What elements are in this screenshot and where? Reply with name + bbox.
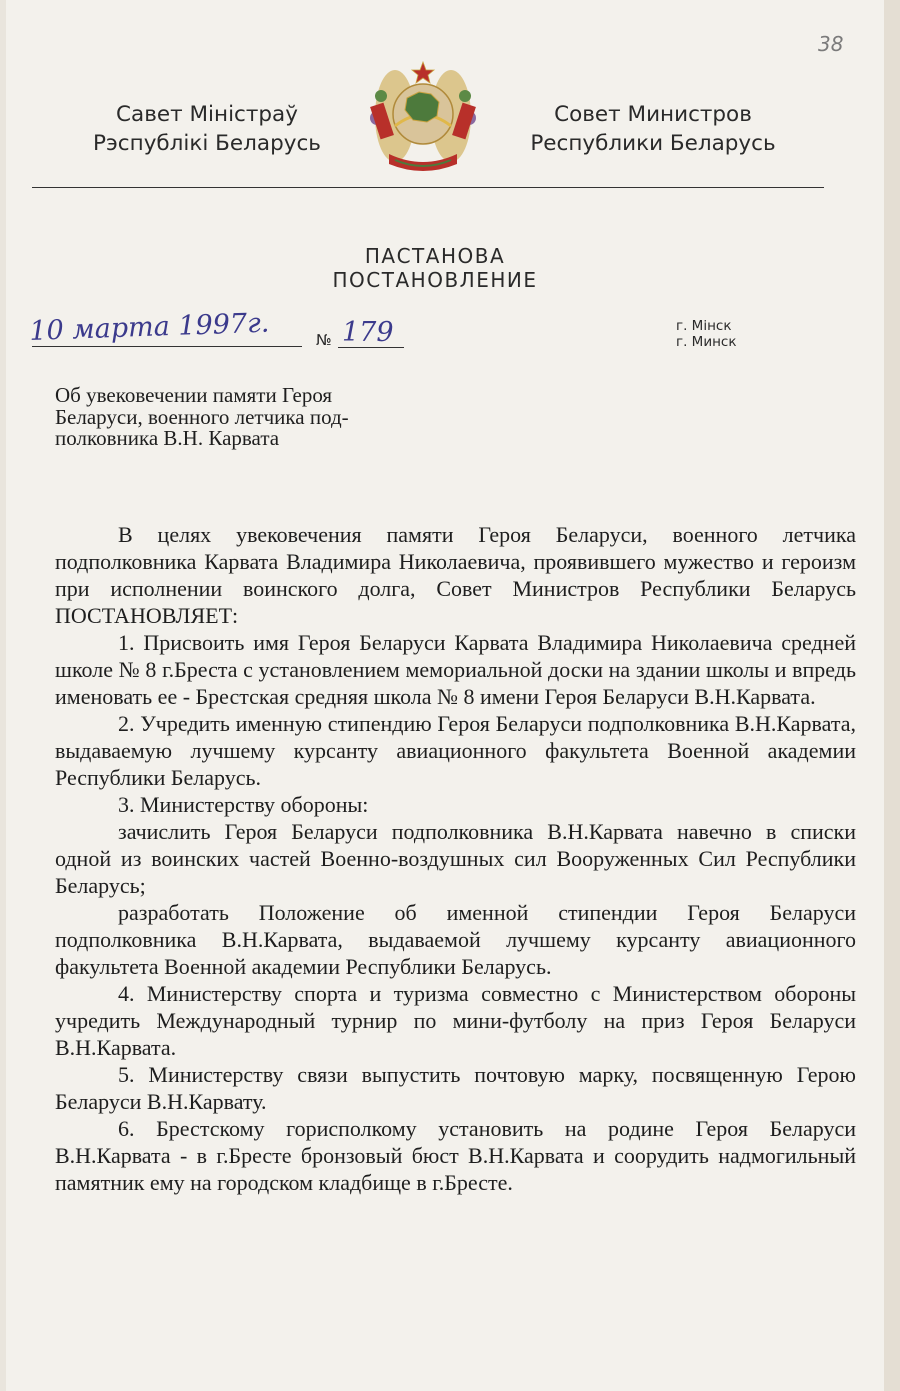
number-underline <box>338 347 404 348</box>
header-right-line2: Республики Беларусь <box>530 131 776 156</box>
subject-line2: Беларуси, военного летчика под- <box>55 404 349 429</box>
doc-type-belarusian: ПАСТАНОВА <box>364 244 506 268</box>
body-item-6: 6. Брестскому горисполкому установить на родине Героя Беларуси В.Н.Карвата - в г.Бресте бронзовый бюст В.Н.Карвата и соорудить надмогильный памятник ему на городском кладбище в г.Бресте. <box>55 1116 856 1195</box>
city-belarusian: г. Мінск <box>676 318 732 334</box>
archive-page-number: 38 <box>818 32 844 56</box>
page-right-edge <box>884 0 900 1391</box>
body-item-4: 4. Министерству спорта и туризма совместно с Министерством обороны учредить Международный турнир по мини-футболу на приз Героя Беларуси В.Н.Карвата. <box>55 981 856 1060</box>
document-body <box>55 521 856 1196</box>
body-item-1: 1. Присвоить имя Героя Беларуси Карвата Владимира Николаевича средней школе № 8 г.Бреста с установлением мемориальной доски на здании школы и впредь именовать ее - Брестская средняя школа № 8 имени Героя Беларуси В.Н.Карвата. <box>55 630 856 709</box>
body-item-2: 2. Учредить именную стипендию Героя Беларуси подполковника В.Н.Карвата, выдаваемую лучшему курсанту авиационного факультета Военной академии Республики Беларусь. <box>55 711 856 790</box>
header-left-line1: Савет Міністраў <box>116 102 298 127</box>
header-right-line1: Совет Министров <box>554 102 752 127</box>
header-left-line2: Рэспублікі Беларусь <box>93 131 321 156</box>
handwritten-number: 179 <box>342 317 394 348</box>
subject-line3: полковника В.Н. Карвата <box>55 426 280 450</box>
date-underline <box>32 346 302 347</box>
header-russian <box>498 100 808 158</box>
body-preamble: В целях увековечения памяти Героя Беларуси, военного летчика подполковника Карвата Владимира Николаевича, проявившего мужество и героизм при исполнении воинского долга, Совет Министров Республики Беларусь ПОСТАНОВЛЯЕТ: <box>55 522 856 628</box>
body-item-3a: зачислить Героя Беларуси подполковника В.Н.Карвата навечно в списки одной из воинских частей Военно-воздушных сил Вооруженных Сил Республики Беларусь; <box>55 819 856 898</box>
body-item-3b: разработать Положение об именной стипендии Героя Беларуси подполковника В.Н.Карвата, выдаваемой лучшему курсанту авиационного факультета Военной академии Республики Беларусь. <box>55 900 856 979</box>
body-item-3: 3. Министерству обороны: <box>118 792 369 817</box>
doc-type-russian: ПОСТАНОВЛЕНИЕ <box>332 268 538 292</box>
page-left-shadow <box>0 0 6 1391</box>
header-divider <box>32 187 824 188</box>
document-subject <box>55 385 425 450</box>
number-label: № <box>316 331 332 349</box>
body-item-5: 5. Министерству связи выпустить почтовую марку, посвященную Герою Беларуси В.Н.Карвату. <box>55 1062 856 1114</box>
handwritten-date: 10 марта 1997г. <box>28 307 270 347</box>
header-belarusian <box>76 100 338 158</box>
city-russian: г. Минск <box>676 334 737 350</box>
belarus-state-emblem-icon <box>365 56 481 176</box>
subject-line1: Об увековечении памяти Героя <box>55 383 333 407</box>
